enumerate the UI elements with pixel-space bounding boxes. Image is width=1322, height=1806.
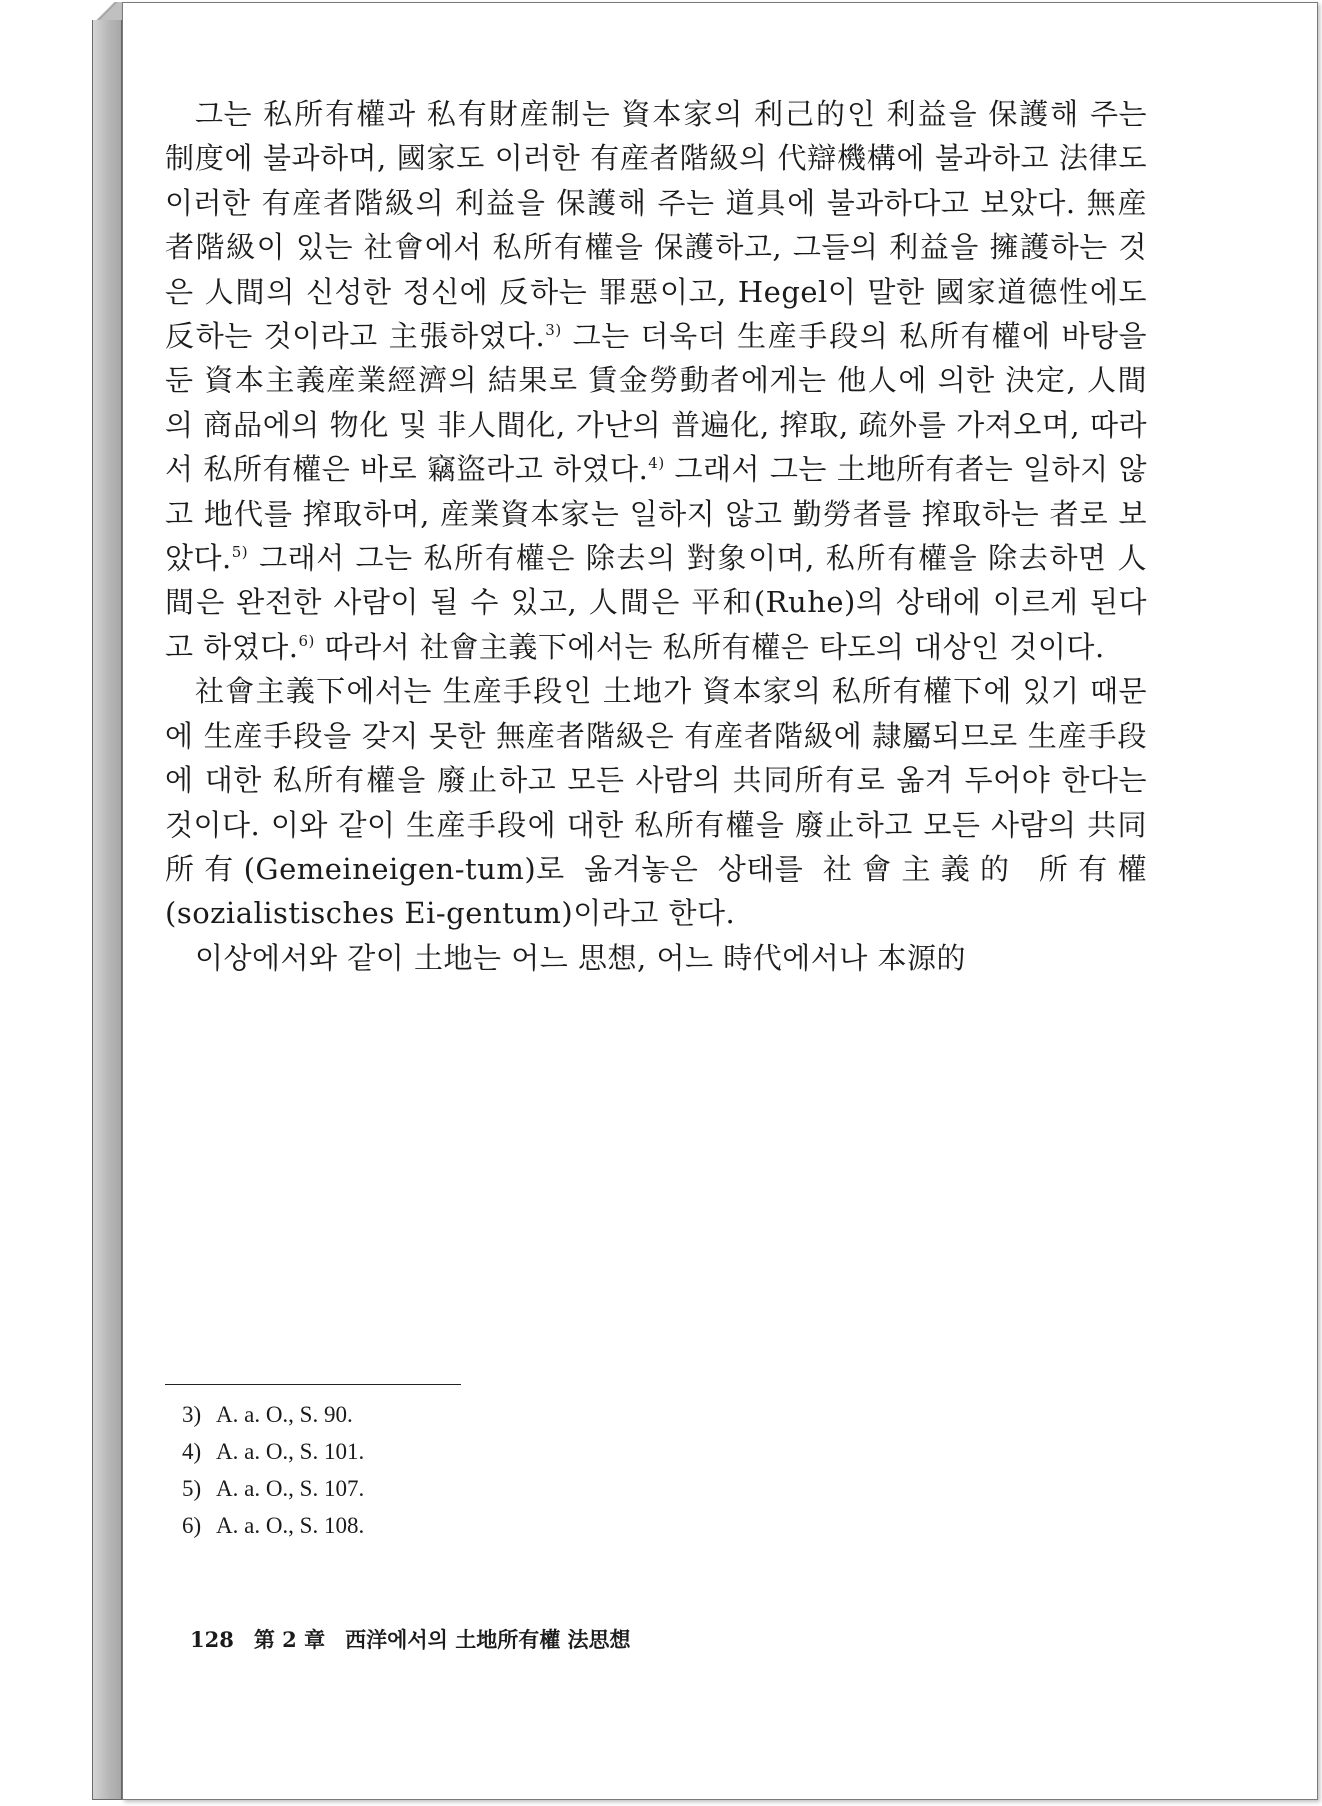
footnote-number: 6) (182, 1513, 202, 1538)
footnote-number: 4) (182, 1439, 202, 1464)
paragraph-3: 이상에서와 같이 土地는 어느 思想, 어느 時代에서나 本源的 (195, 940, 966, 975)
footnote-ref-3: 3) (545, 321, 562, 340)
body-text (165, 92, 1147, 980)
paragraph-1-text: 그는 私所有權과 私有財産制는 資本家의 利己的인 利益을 保護해 주는 制度에 불과하며, 國家도 이러한 有産者階級의 代辯機構에 불과하고 法律도 이러한 有産者階級의 利益을 保護해 주는 道具에 불과하다고 보았다. 無産者階級이 있는 社會에서 私所有權을 保護하고, 그들의 利益을 擁護하는 것은 人間의 신성한 정신에 反하는 罪惡이고, Hegel이 말한 國家道德性에도 反하는 것이라고 主張하였다. (165, 97, 1147, 354)
footnote-5 (182, 1470, 782, 1507)
footnote-4 (182, 1433, 782, 1470)
footnote-text: A. a. O., S. 90. (216, 1402, 353, 1427)
footnote-divider (165, 1384, 461, 1385)
paragraph-1 (165, 92, 1147, 669)
chapter-number: 第 2 章 (253, 1627, 326, 1652)
book-spine (92, 2, 122, 1800)
footnote-ref-5: 5) (231, 543, 249, 562)
chapter-title: 西洋에서의 土地所有權 法思想 (345, 1627, 631, 1652)
footnote-text: A. a. O., S. 108. (216, 1513, 365, 1538)
footnote-6 (182, 1507, 782, 1544)
footnote-number: 3) (182, 1402, 202, 1427)
paragraph-1-text-3: 그래서 그는 土地所有者는 일하지 않고 地代를 搾取하며, 産業資本家는 일하지 않고 勤勞者를 搾取하는 者로 보았다. (165, 452, 1148, 576)
paragraph-1-text-4: 그래서 그는 私所有權은 除去의 對象이며, 私所有權을 除去하면 人間은 완전한 사람이 될 수 있고, 人間은 平和(Ruhe)의 상태에 이르게 된다고 하였다. (165, 541, 1147, 664)
paragraph-1-text-5: 따라서 社會主義下에서는 私所有權은 타도의 대상인 것이다. (314, 629, 1105, 664)
footnote-3 (182, 1396, 782, 1433)
footnote-ref-4: 4) (648, 454, 665, 473)
footnote-text: A. a. O., S. 101. (216, 1439, 365, 1464)
footnote-ref-6: 6) (298, 631, 315, 650)
paragraph-2: 社會主義下에서는 生産手段인 土地가 資本家의 私所有權下에 있기 때문에 生産手段을 갖지 못한 無産者階級은 有産者階級에 隷屬되므로 生産手段에 대한 私所有權을 廢止하고 모든 사람의 共同所有로 옮겨 두어야 한다는 것이다. 이와 같이 生産手段에 대한 私所有權을 廢止하고 모든 사람의 共同所有(Gemeineigen-tum)로 옮겨놓은 상태를 社會主義的 所有權(sozialistisches Ei-gentum)이라고 한다. (165, 674, 1147, 931)
footnotes (182, 1396, 782, 1544)
footnote-text: A. a. O., S. 107. (216, 1476, 365, 1501)
page-footer (190, 1624, 651, 1654)
page-number: 128 (190, 1627, 234, 1652)
paragraph-1-text-2: 그는 더욱더 生産手段의 私所有權에 바탕을 둔 資本主義産業經濟의 結果로 賃金勞動者에게는 他人에 의한 決定, 人間의 商品에의 物化 및 非人間化, 가난의 普遍化, 搾取, 疏外를 가져오며, 따라서 私所有權은 바로 竊盜라고 하였다. (165, 319, 1148, 487)
footnote-number: 5) (182, 1476, 202, 1501)
